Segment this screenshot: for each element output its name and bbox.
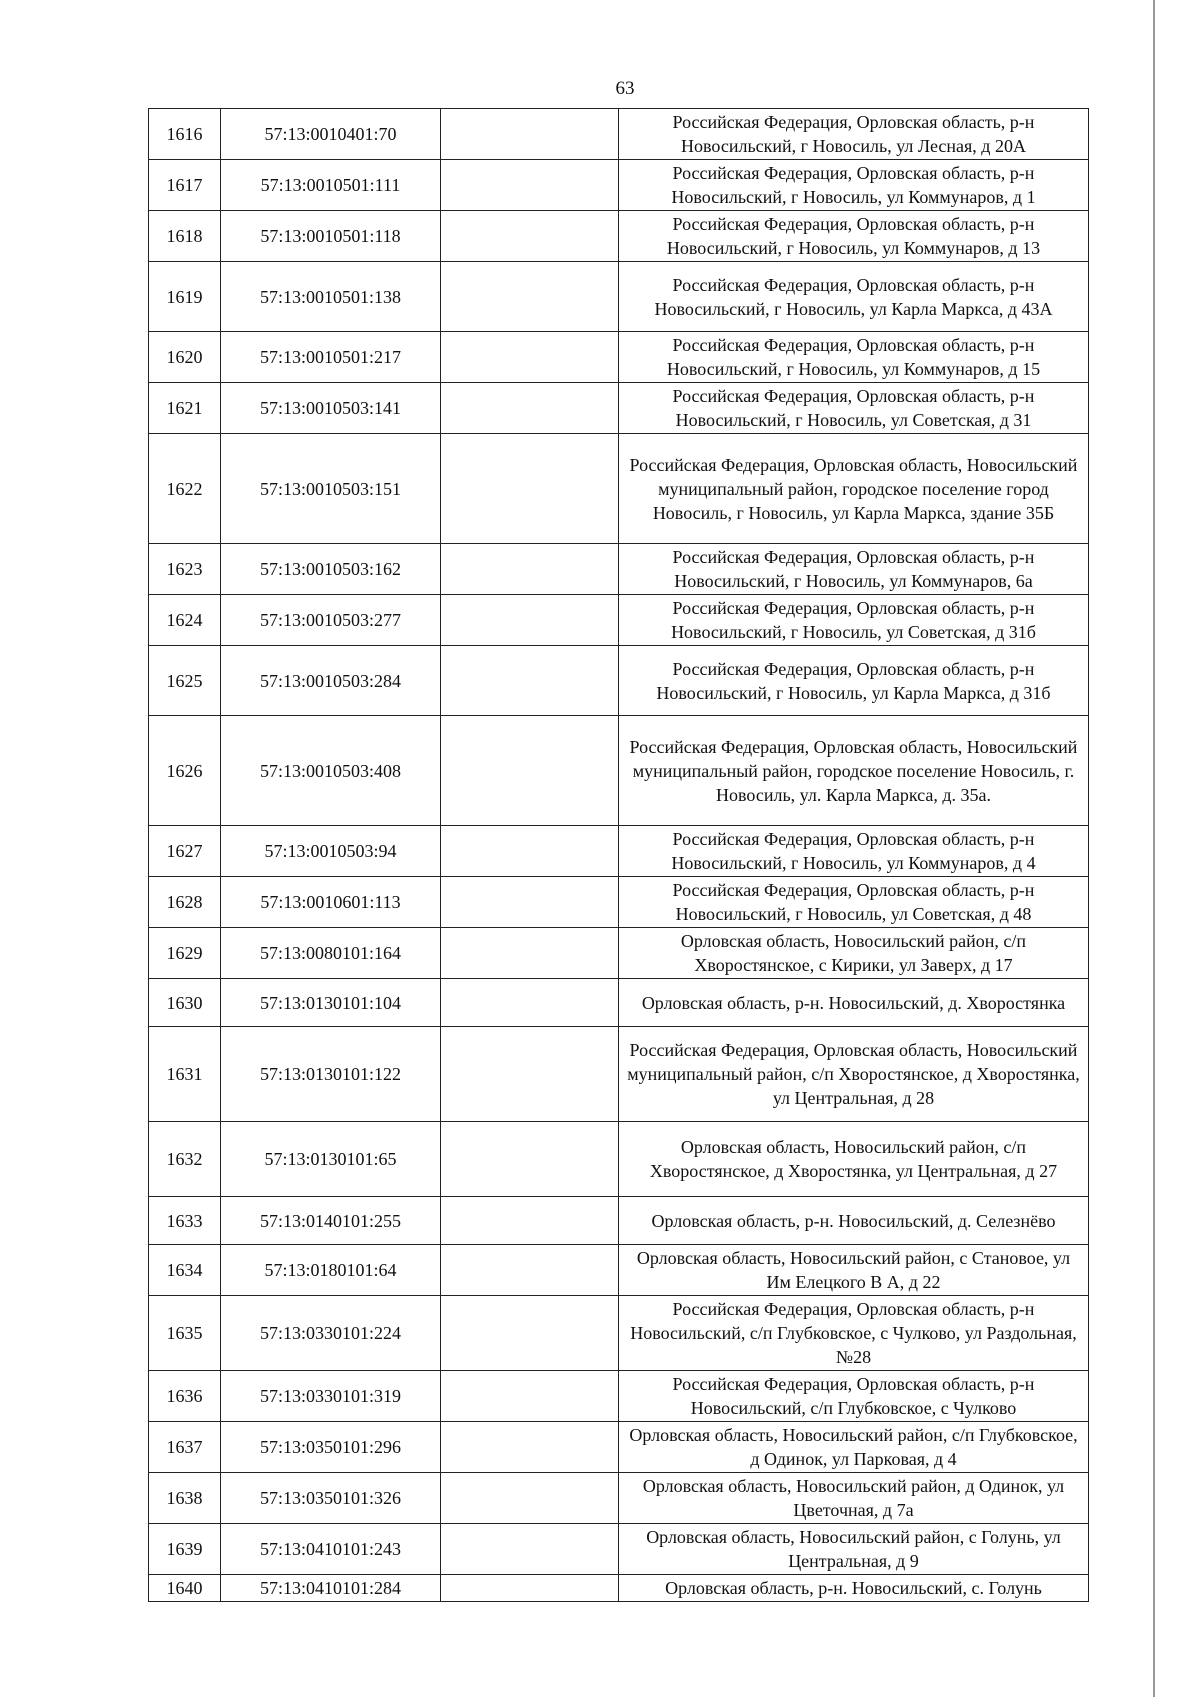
- table-row: [149, 332, 1089, 383]
- empty-cell: [441, 332, 619, 383]
- row-number-cell: 1627: [149, 826, 221, 877]
- address-cell: Орловская область, р-н. Новосильский, д. Селезнёво: [619, 1197, 1089, 1245]
- registry-table: [148, 108, 1089, 1602]
- address-cell: Российская Федерация, Орловская область, р-н Новосильский, г Новосиль, ул Карла Маркса, д 31б: [619, 646, 1089, 716]
- empty-cell: [441, 1027, 619, 1122]
- address-cell: Российская Федерация, Орловская область, р-н Новосильский, г Новосиль, ул Коммунаров, 6а: [619, 544, 1089, 595]
- empty-cell: [441, 979, 619, 1027]
- empty-cell: [441, 1524, 619, 1575]
- table-row: [149, 160, 1089, 211]
- address-cell: Российская Федерация, Орловская область, р-н Новосильский, г Новосиль, ул Коммунаров, д 4: [619, 826, 1089, 877]
- address-cell: Российская Федерация, Орловская область, р-н Новосильский, г Новосиль, ул Советская, д 31б: [619, 595, 1089, 646]
- row-number-cell: 1624: [149, 595, 221, 646]
- cadastral-number-cell: 57:13:0350101:296: [221, 1422, 441, 1473]
- cadastral-number-cell: 57:13:0010501:217: [221, 332, 441, 383]
- address-cell: Российская Федерация, Орловская область, р-н Новосильский, г Новосиль, ул Советская, д 48: [619, 877, 1089, 928]
- row-number-cell: 1632: [149, 1122, 221, 1197]
- table-row: [149, 826, 1089, 877]
- table-row: [149, 1575, 1089, 1602]
- cadastral-number-cell: 57:13:0130101:104: [221, 979, 441, 1027]
- row-number-cell: 1616: [149, 109, 221, 160]
- cadastral-number-cell: 57:13:0140101:255: [221, 1197, 441, 1245]
- cadastral-number-cell: 57:13:0130101:65: [221, 1122, 441, 1197]
- row-number-cell: 1630: [149, 979, 221, 1027]
- table-row: [149, 595, 1089, 646]
- row-number-cell: 1634: [149, 1245, 221, 1296]
- row-number-cell: 1625: [149, 646, 221, 716]
- cadastral-number-cell: 57:13:0010503:408: [221, 716, 441, 826]
- address-cell: Российская Федерация, Орловская область, р-н Новосильский, г Новосиль, ул Карла Маркса, д 43А: [619, 262, 1089, 332]
- table-row: [149, 262, 1089, 332]
- page-number: 63: [615, 78, 635, 99]
- table-row: [149, 716, 1089, 826]
- row-number-cell: 1620: [149, 332, 221, 383]
- row-number-cell: 1623: [149, 544, 221, 595]
- empty-cell: [441, 595, 619, 646]
- table-row: [149, 544, 1089, 595]
- table-row: [149, 1473, 1089, 1524]
- cadastral-number-cell: 57:13:0010503:94: [221, 826, 441, 877]
- table-row: [149, 646, 1089, 716]
- empty-cell: [441, 1296, 619, 1371]
- empty-cell: [441, 109, 619, 160]
- row-number-cell: 1633: [149, 1197, 221, 1245]
- address-cell: Орловская область, Новосильский район, с Голунь, ул Центральная, д 9: [619, 1524, 1089, 1575]
- empty-cell: [441, 383, 619, 434]
- row-number-cell: 1638: [149, 1473, 221, 1524]
- empty-cell: [441, 1575, 619, 1602]
- address-cell: Российская Федерация, Орловская область, Новосильский муниципальный район, с/п Хворостянское, д Хворостянка, ул Центральная, д 28: [619, 1027, 1089, 1122]
- empty-cell: [441, 928, 619, 979]
- cadastral-number-cell: 57:13:0180101:64: [221, 1245, 441, 1296]
- row-number-cell: 1622: [149, 434, 221, 544]
- row-number-cell: 1619: [149, 262, 221, 332]
- row-number-cell: 1637: [149, 1422, 221, 1473]
- address-cell: Российская Федерация, Орловская область, р-н Новосильский, с/п Глубковское, с Чулково, ул Раздольная, №28: [619, 1296, 1089, 1371]
- address-cell: Орловская область, р-н. Новосильский, с. Голунь: [619, 1575, 1089, 1602]
- cadastral-number-cell: 57:13:0010401:70: [221, 109, 441, 160]
- row-number-cell: 1617: [149, 160, 221, 211]
- cadastral-number-cell: 57:13:0010503:162: [221, 544, 441, 595]
- cadastral-number-cell: 57:13:0410101:243: [221, 1524, 441, 1575]
- address-cell: Российская Федерация, Орловская область, р-н Новосильский, г Новосиль, ул Лесная, д 20А: [619, 109, 1089, 160]
- empty-cell: [441, 1371, 619, 1422]
- row-number-cell: 1628: [149, 877, 221, 928]
- address-cell: Орловская область, Новосильский район, с/п Глубковское, д Одинок, ул Парковая, д 4: [619, 1422, 1089, 1473]
- table-row: [149, 1027, 1089, 1122]
- table-row: [149, 434, 1089, 544]
- empty-cell: [441, 544, 619, 595]
- address-cell: Орловская область, Новосильский район, с Становое, ул Им Елецкого В А, д 22: [619, 1245, 1089, 1296]
- row-number-cell: 1640: [149, 1575, 221, 1602]
- table-row: [149, 1245, 1089, 1296]
- empty-cell: [441, 1245, 619, 1296]
- cadastral-number-cell: 57:13:0010501:138: [221, 262, 441, 332]
- table-row: [149, 1122, 1089, 1197]
- table-row: [149, 1296, 1089, 1371]
- cadastral-number-cell: 57:13:0130101:122: [221, 1027, 441, 1122]
- row-number-cell: 1626: [149, 716, 221, 826]
- cadastral-number-cell: 57:13:0410101:284: [221, 1575, 441, 1602]
- table-row: [149, 877, 1089, 928]
- empty-cell: [441, 646, 619, 716]
- table-row: [149, 979, 1089, 1027]
- address-cell: Российская Федерация, Орловская область, р-н Новосильский, г Новосиль, ул Коммунаров, д 1: [619, 160, 1089, 211]
- row-number-cell: 1618: [149, 211, 221, 262]
- empty-cell: [441, 716, 619, 826]
- cadastral-number-cell: 57:13:0010503:141: [221, 383, 441, 434]
- cadastral-number-cell: 57:13:0080101:164: [221, 928, 441, 979]
- address-cell: Российская Федерация, Орловская область, Новосильский муниципальный район, городское поселение город Новосиль, г Новосиль, ул Карла Маркса, здание 35Б: [619, 434, 1089, 544]
- address-cell: Российская Федерация, Орловская область, р-н Новосильский, г Новосиль, ул Советская, д 31: [619, 383, 1089, 434]
- address-cell: Российская Федерация, Орловская область, Новосильский муниципальный район, городское поселение Новосиль, г. Новосиль, ул. Карла Маркса, д. 35а.: [619, 716, 1089, 826]
- empty-cell: [441, 211, 619, 262]
- table-row: [149, 1371, 1089, 1422]
- row-number-cell: 1631: [149, 1027, 221, 1122]
- cadastral-number-cell: 57:13:0010503:277: [221, 595, 441, 646]
- cadastral-number-cell: 57:13:0010501:111: [221, 160, 441, 211]
- address-cell: Российская Федерация, Орловская область, р-н Новосильский, с/п Глубковское, с Чулково: [619, 1371, 1089, 1422]
- cadastral-number-cell: 57:13:0330101:319: [221, 1371, 441, 1422]
- cadastral-number-cell: 57:13:0010501:118: [221, 211, 441, 262]
- row-number-cell: 1636: [149, 1371, 221, 1422]
- table-row: [149, 928, 1089, 979]
- empty-cell: [441, 160, 619, 211]
- empty-cell: [441, 1197, 619, 1245]
- cadastral-number-cell: 57:13:0010503:284: [221, 646, 441, 716]
- table-row: [149, 383, 1089, 434]
- address-cell: Орловская область, р-н. Новосильский, д. Хворостянка: [619, 979, 1089, 1027]
- address-cell: Орловская область, Новосильский район, д Одинок, ул Цветочная, д 7а: [619, 1473, 1089, 1524]
- table-row: [149, 109, 1089, 160]
- address-cell: Орловская область, Новосильский район, с/п Хворостянское, д Хворостянка, ул Центральная, д 27: [619, 1122, 1089, 1197]
- table-row: [149, 1197, 1089, 1245]
- address-cell: Орловская область, Новосильский район, с/п Хворостянское, с Кирики, ул Заверх, д 17: [619, 928, 1089, 979]
- table-row: [149, 1422, 1089, 1473]
- empty-cell: [441, 1422, 619, 1473]
- empty-cell: [441, 877, 619, 928]
- empty-cell: [441, 1473, 619, 1524]
- empty-cell: [441, 826, 619, 877]
- address-cell: Российская Федерация, Орловская область, р-н Новосильский, г Новосиль, ул Коммунаров, д 15: [619, 332, 1089, 383]
- row-number-cell: 1635: [149, 1296, 221, 1371]
- cadastral-number-cell: 57:13:0330101:224: [221, 1296, 441, 1371]
- cadastral-number-cell: 57:13:0010503:151: [221, 434, 441, 544]
- empty-cell: [441, 262, 619, 332]
- empty-cell: [441, 434, 619, 544]
- address-cell: Российская Федерация, Орловская область, р-н Новосильский, г Новосиль, ул Коммунаров, д 13: [619, 211, 1089, 262]
- cadastral-number-cell: 57:13:0350101:326: [221, 1473, 441, 1524]
- cadastral-number-cell: 57:13:0010601:113: [221, 877, 441, 928]
- row-number-cell: 1629: [149, 928, 221, 979]
- row-number-cell: 1639: [149, 1524, 221, 1575]
- empty-cell: [441, 1122, 619, 1197]
- row-number-cell: 1621: [149, 383, 221, 434]
- page-edge-line: [1153, 0, 1155, 1697]
- table-row: [149, 1524, 1089, 1575]
- table-row: [149, 211, 1089, 262]
- registry-table-body: [149, 109, 1089, 1602]
